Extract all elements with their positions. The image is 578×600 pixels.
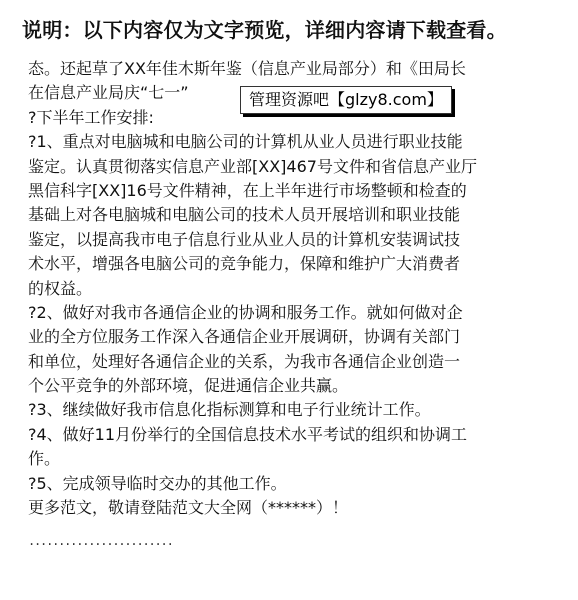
text-line: 和单位，处理好各通信企业的关系，为我市各通信企业创造一: [28, 351, 461, 371]
text-line: 态。还起草了XX年佳木斯年鉴（信息产业局部分）和《田局长: [28, 59, 466, 78]
text-line: 基础上对各电脑城和电脑公司的技术人员开展培训和职业技能: [28, 205, 461, 225]
watermark-label: 管理资源吧【glzy8.com】: [240, 86, 452, 114]
text-line: ?3、继续做好我市信息化指标测算和电子行业统计工作。: [28, 400, 431, 420]
text-line: ?4、做好11月份举行的全国信息技术水平考试的组织和协调工: [28, 424, 468, 444]
text-line: ?2、做好对我市各通信企业的协调和服务工作。就如何做对企: [28, 302, 463, 322]
text-line: 个公平竞争的外部环境，促进通信企业共赢。: [28, 376, 349, 396]
text-line: 术水平，增强各电脑公司的竞争能力，保障和维护广大消费者: [28, 254, 461, 274]
text-line: ?下半年工作安排:: [28, 107, 154, 127]
text-line: ?5、完成领导临时交办的其他工作。: [28, 473, 287, 493]
text-line: 业的全方位服务工作深入各通信企业开展调研，协调有关部门: [28, 327, 461, 347]
text-line: 鉴定，以提高我市电子信息行业从业人员的计算机安装调试技: [28, 229, 461, 249]
text-line: 在信息产业局庆“七一”: [28, 83, 189, 103]
text-line: 黑信科字[XX]16号文件精神，在上半年进行市场整顿和检查的: [28, 180, 467, 200]
document-body: [28, 57, 558, 520]
text-line: 鉴定。认真贯彻落实信息产业部[XX]467号文件和省信息产业厅: [28, 156, 477, 176]
text-line: 的权益。: [28, 278, 93, 298]
text-line: 更多范文，敬请登陆范文大全网（******）！: [28, 498, 349, 518]
text-line: ?1、重点对电脑城和电脑公司的计算机从业人员进行职业技能: [28, 132, 463, 152]
dotted-divider: ........................: [28, 534, 173, 548]
text-line: 作。: [28, 449, 61, 469]
preview-notice: 说明：以下内容仅为文字预览，详细内容请下载查看。: [22, 18, 507, 42]
